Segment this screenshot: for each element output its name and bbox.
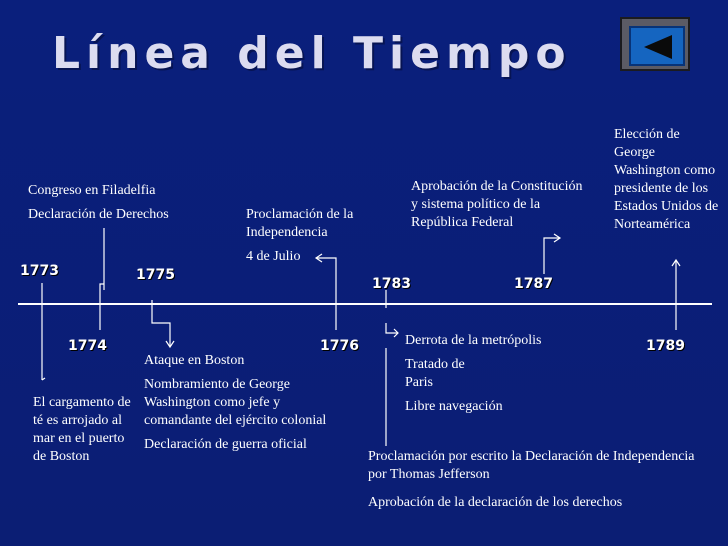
event-text: Aprobación de la Constitución y sistema político de la República Federal	[411, 179, 583, 230]
event-1776-bottom	[368, 448, 698, 518]
year-1787: 1787	[514, 276, 553, 292]
year-1776: 1776	[320, 338, 359, 354]
event-text: Aprobación de la declaración de los derechos	[368, 495, 623, 510]
event-1787	[411, 178, 589, 238]
event-1783	[405, 332, 595, 422]
event-text: Derrota de la metrópolis	[405, 333, 542, 348]
year-1775: 1775	[136, 267, 175, 283]
year-1774: 1774	[68, 338, 107, 354]
connector-1787	[544, 238, 560, 274]
event-text: 4 de Julio	[246, 249, 301, 264]
year-1789: 1789	[646, 338, 685, 354]
event-text: Declaración de Derechos	[28, 207, 169, 222]
event-text: Nombramiento de George Washington como jefe y comandante del ejército colonial	[144, 377, 327, 428]
event-text: Ataque en Boston	[144, 353, 245, 368]
event-text: El cargamento de té es arrojado al mar en el puerto de Boston	[33, 395, 131, 464]
event-1789	[614, 126, 720, 240]
event-text: Proclamación de la Independencia	[246, 207, 354, 240]
connector-1775	[152, 300, 170, 347]
event-1774-top	[28, 182, 228, 230]
event-1775	[144, 352, 348, 460]
event-1776-top	[246, 206, 384, 272]
year-1773: 1773	[20, 263, 59, 279]
year-1783: 1783	[372, 276, 411, 292]
event-text: Tratado de Paris	[405, 357, 465, 390]
event-text: Congreso en Filadelfia	[28, 183, 156, 198]
event-text: Libre navegación	[405, 399, 503, 414]
event-1773	[33, 394, 141, 472]
page-title: Línea del Tiempo	[52, 28, 572, 79]
event-text: Elección de George Washington como presidente de los Estados Unidos de Norteamérica	[614, 127, 719, 232]
event-text: Proclamación por escrito la Declaración de Independencia por Thomas Jefferson	[368, 449, 695, 482]
event-text: Declaración de guerra oficial	[144, 437, 307, 452]
connector-1774	[100, 284, 104, 330]
